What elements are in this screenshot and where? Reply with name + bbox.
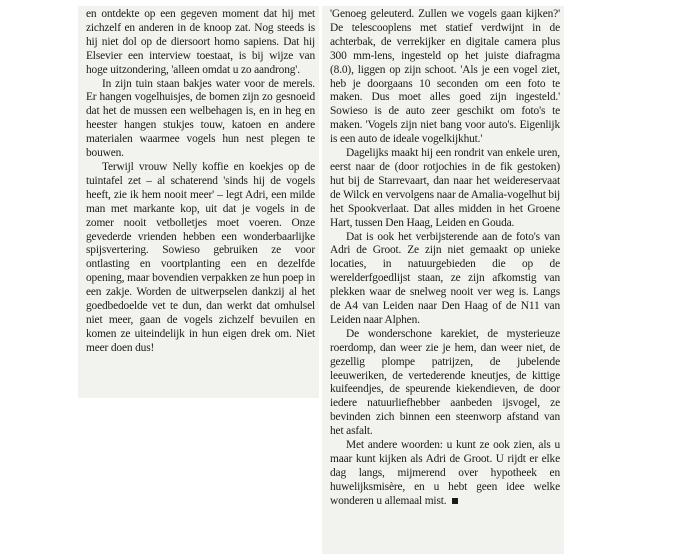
paragraph-8-text: Met andere woorden: u kunt ze ook zien, als u maar kunt kijken als Adri de Groot. U rijdt er elke dag langs, mijmerend over hypotheek en huwelijksmisère, en u hebt geen idee welke wonderen u allemaal mist. [330,439,560,507]
article-column-left [78,6,319,398]
end-of-article-mark [452,498,458,504]
paragraph-1: en ontdekte op een gegeven moment dat hij met zichzelf en anderen in de knoop zat. Nog steeds is hij niet dol op de diersoort homo sapiens. Dat hij Elsevier een interview toestaat, is bij wijze van hoge uitzondering, 'alleen omdat u zo aandrong'. [86,8,315,76]
paragraph-6: Dat is ook het verbijsterende aan de foto's van Adri de Groot. Ze zijn niet gemaakt op unieke locaties, in natuurgebieden die op de werelderfgoedlijst staan, ze zijn afkomstig van plekken waar de snelweg nooit ver weg is. Langs de A4 van Leiden naar Den Haag of de N11 van Leiden naar Alphen. [330,230,560,326]
paragraph-5: Dagelijks maakt hij een rondrit van enkele uren, eerst naar de (door rotjochies in de fik gestoken) hut bij de Starrevaart, dan naar het weidereservaat de Wilck en vervolgens naar de Amalia-vogelhut bij het Spookverlaat. Dat alles midden in het Groene Hart, tussen Den Haag, Leiden en Gouda. [330,147,561,229]
paragraph-3: Terwijl vrouw Nelly koffie en koekjes op de tuintafel zet – al schaterend 'sinds hij de vogels heeft, zie ik hem nooit meer' – legt Adri, een milde man met markante kop, uit dat je vogels in de zomer nooit vetbolletjes moet voeren. Onze gevederde vrienden hebben een wonderbaarlijke spijsvertering. Sowieso gebruiken ze voor ontlasting en voortplanting een en dezelfde opening, maar bovendien verpakken ze hun poep in een zakje. Worden de uitwerpselen dankzij al het goedbedoelde vet te dun, dan werkt dat omhulsel niet meer, gaan de vogels zichzelf bevuilen en komen ze uiteindelijk in hun eigen drek om. Niet meer doen dus! [86,160,315,354]
paragraph-7: De wonderschone karekiet, de mysterieuze roerdomp, dan weer zie je hem, dan weer niet, de gezellig plompe patrijzen, de jubelende leeuweriken, de vertederende kneutjes, de kittige kuifeendjes, de speurende kiekendieven, de door iedere natuurliefhebber aanbeden ijsvogel, ze bevinden zich binnen een steenworp afstand van het asfalt. [330,327,560,438]
paragraph-4: 'Genoeg geleuterd. Zullen we vogels gaan kijken?' De telescooplens met statief verdwijnt in de achterbak, de verrekijker en digitale camera plus 300 mm-lens, ingesteld op het juiste diafragma (8.0), liggen op zijn schoot. 'Als je een vogel ziet, heb je doorgaans 10 seconden om een foto te maken. Dus moet alles goed zijn ingesteld.' Sowieso is de auto zeer geschikt om foto's te maken. 'Vogels zijn niet bang voor auto's. Eigenlijk is een auto de ideale vogelkijkhut.' [330,8,560,146]
article-column-right [322,6,564,554]
paragraph-2: In zijn tuin staan bakjes water voor de merels. Er hangen vogelhuisjes, de bomen zijn zo gesnoeid dat het de mussen een welbehagen is, en in heg en heester hangen stukjes touw, katoen en andere materialen waarmee vogels hun nest plegen te bouwen. [86,77,315,160]
paragraph-8 [330,439,560,509]
